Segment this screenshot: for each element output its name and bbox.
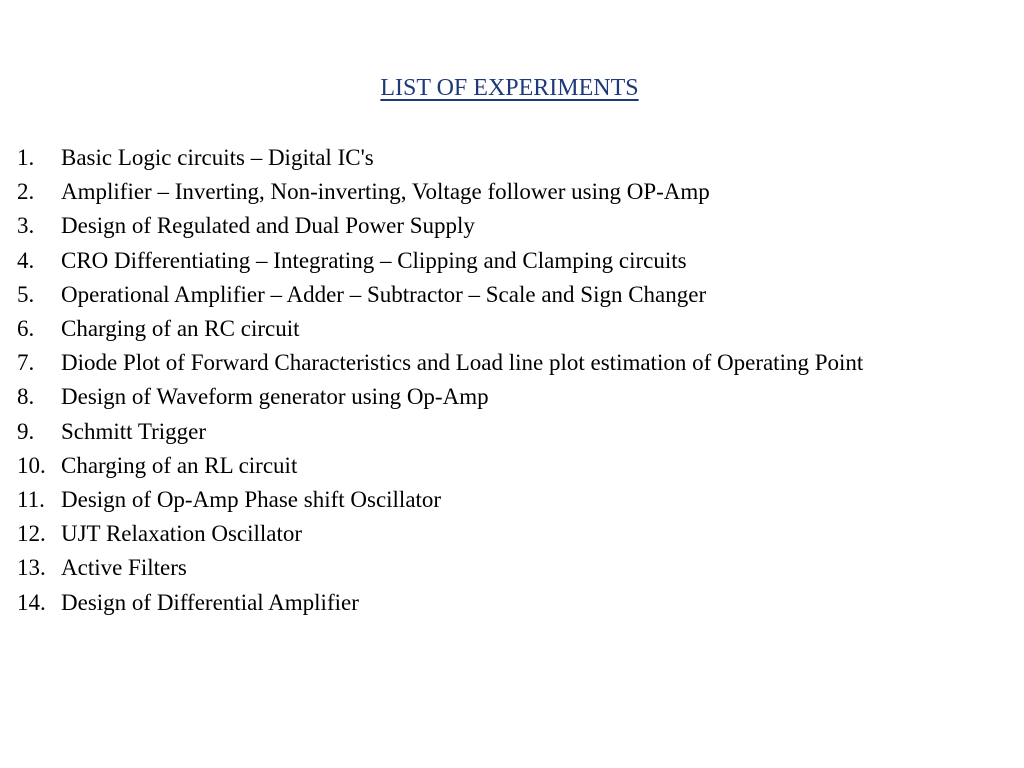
item-text: Active Filters xyxy=(61,555,187,581)
item-number: 9. xyxy=(17,418,35,444)
item-number: 8. xyxy=(17,384,35,410)
item-text: Design of Differential Amplifier xyxy=(61,589,359,615)
list-item xyxy=(17,346,1012,380)
list-item xyxy=(17,415,1012,449)
list-item xyxy=(17,175,1012,209)
item-number: 12. xyxy=(17,521,46,547)
item-number: 6. xyxy=(17,316,35,342)
item-text: Schmitt Trigger xyxy=(61,418,207,444)
list-item xyxy=(17,449,1012,483)
experiment-list xyxy=(17,141,1012,620)
item-text: Charging of an RC circuit xyxy=(61,316,300,342)
item-text: Design of Op-Amp Phase shift Oscillator xyxy=(61,487,442,513)
item-number: 4. xyxy=(17,247,35,273)
list-item xyxy=(17,278,1012,312)
item-number: 13. xyxy=(17,555,46,581)
item-text: CRO Differentiating – Integrating – Clipping and Clamping circuits xyxy=(61,247,687,273)
item-number: 3. xyxy=(17,213,35,239)
list-item xyxy=(17,551,1012,585)
item-number: 1. xyxy=(17,145,35,170)
item-number: 11. xyxy=(17,487,45,513)
list-item xyxy=(17,209,1012,243)
item-number: 14. xyxy=(17,589,46,615)
item-text: Design of Waveform generator using Op-Amp xyxy=(61,384,489,410)
item-text: Amplifier – Inverting, Non-inverting, Voltage follower using OP-Amp xyxy=(61,179,710,205)
list-item xyxy=(17,483,1012,517)
item-text: UJT Relaxation Oscillator xyxy=(61,521,303,547)
item-text: Basic Logic circuits – Digital IC's xyxy=(61,145,374,170)
list-item xyxy=(17,312,1012,346)
item-text: Diode Plot of Forward Characteristics and Load line plot estimation of Operating Point xyxy=(61,350,864,376)
item-text: Operational Amplifier – Adder – Subtractor – Scale and Sign Changer xyxy=(61,281,707,307)
list-item xyxy=(17,586,1012,620)
list-item xyxy=(17,244,1012,278)
item-text: Design of Regulated and Dual Power Supply xyxy=(61,213,475,239)
list-item xyxy=(17,380,1012,414)
item-number: 5. xyxy=(17,281,35,307)
item-number: 10. xyxy=(17,452,46,478)
item-text: Charging of an RL circuit xyxy=(61,452,298,478)
list-item xyxy=(17,141,1012,175)
list-item xyxy=(17,517,1012,551)
page-title: LIST OF EXPERIMENTS xyxy=(380,75,639,101)
item-number: 7. xyxy=(17,350,35,376)
item-number: 2. xyxy=(17,179,35,205)
